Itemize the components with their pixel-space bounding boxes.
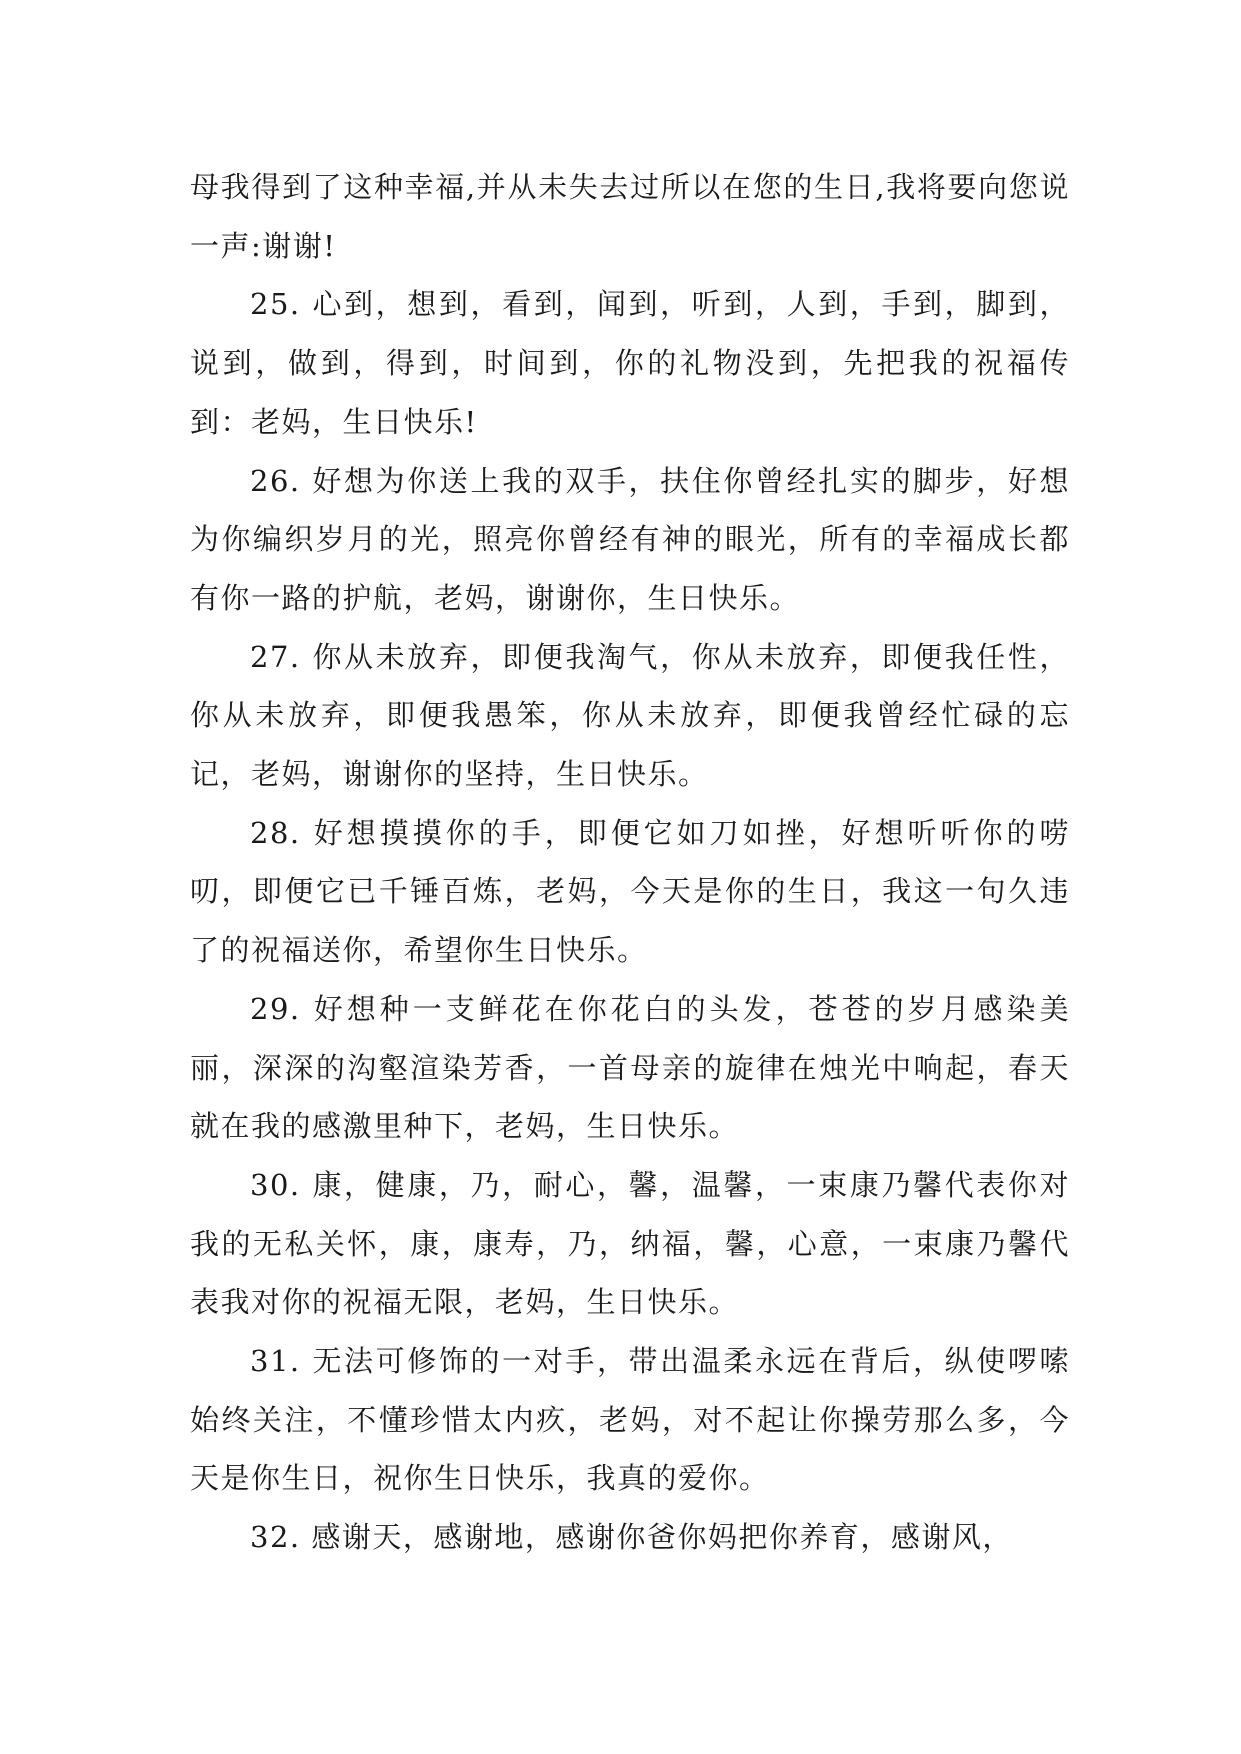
- paragraph-26: 26. 好想为你送上我的双手，扶住你曾经扎实的脚步，好想为你编织岁月的光，照亮你曾经有神的眼光，所有的幸福成长都有你一路的护航，老妈，谢谢你，生日快乐。: [190, 463, 1070, 615]
- paragraph-29: 29. 好想种一支鲜花在你花白的头发，苍苍的岁月感染美丽，深深的沟壑渲染芳香，一首母亲的旋律在烛光中响起，春天就在我的感激里种下，老妈，生日快乐。: [190, 991, 1070, 1144]
- document-body: [190, 158, 1070, 1567]
- paragraph-24-continued: 母我得到了这种幸福,并从未失去过所以在您的生日,我将要向您说一声:谢谢!: [190, 170, 1070, 263]
- paragraph-28: 28. 好想摸摸你的手，即便它如刀如挫，好想听听你的唠叨，即便它已千锤百炼，老妈，今天是你的生日，我这一句久违了的祝福送你，希望你生日快乐。: [190, 815, 1070, 968]
- paragraph-30: 30. 康，健康，乃，耐心，馨，温馨，一束康乃馨代表你对我的无私关怀，康，康寿，乃，纳福，馨，心意，一束康乃馨代表我对你的祝福无限，老妈，生日快乐。: [190, 1167, 1070, 1320]
- paragraph-31: 31. 无法可修饰的一对手，带出温柔永远在背后，纵使啰嗦始终关注，不懂珍惜太内疚，老妈，对不起让你操劳那么多，今天是你生日，祝你生日快乐，我真的爱你。: [190, 1344, 1070, 1496]
- paragraph-32: 32. 感谢天，感谢地，感谢你爸你妈把你养育，感谢风，: [250, 1520, 1013, 1555]
- paragraph-25: 25. 心到，想到，看到，闻到，听到，人到，手到，脚到，说到，做到，得到，时间到，你的礼物没到，先把我的祝福传到：老妈，生日快乐!: [190, 287, 1070, 439]
- paragraph-27: 27. 你从未放弃，即便我淘气，你从未放弃，即便我任性，你从未放弃，即便我愚笨，你从未放弃，即便我曾经忙碌的忘记，老妈，谢谢你的坚持，生日快乐。: [190, 639, 1070, 792]
